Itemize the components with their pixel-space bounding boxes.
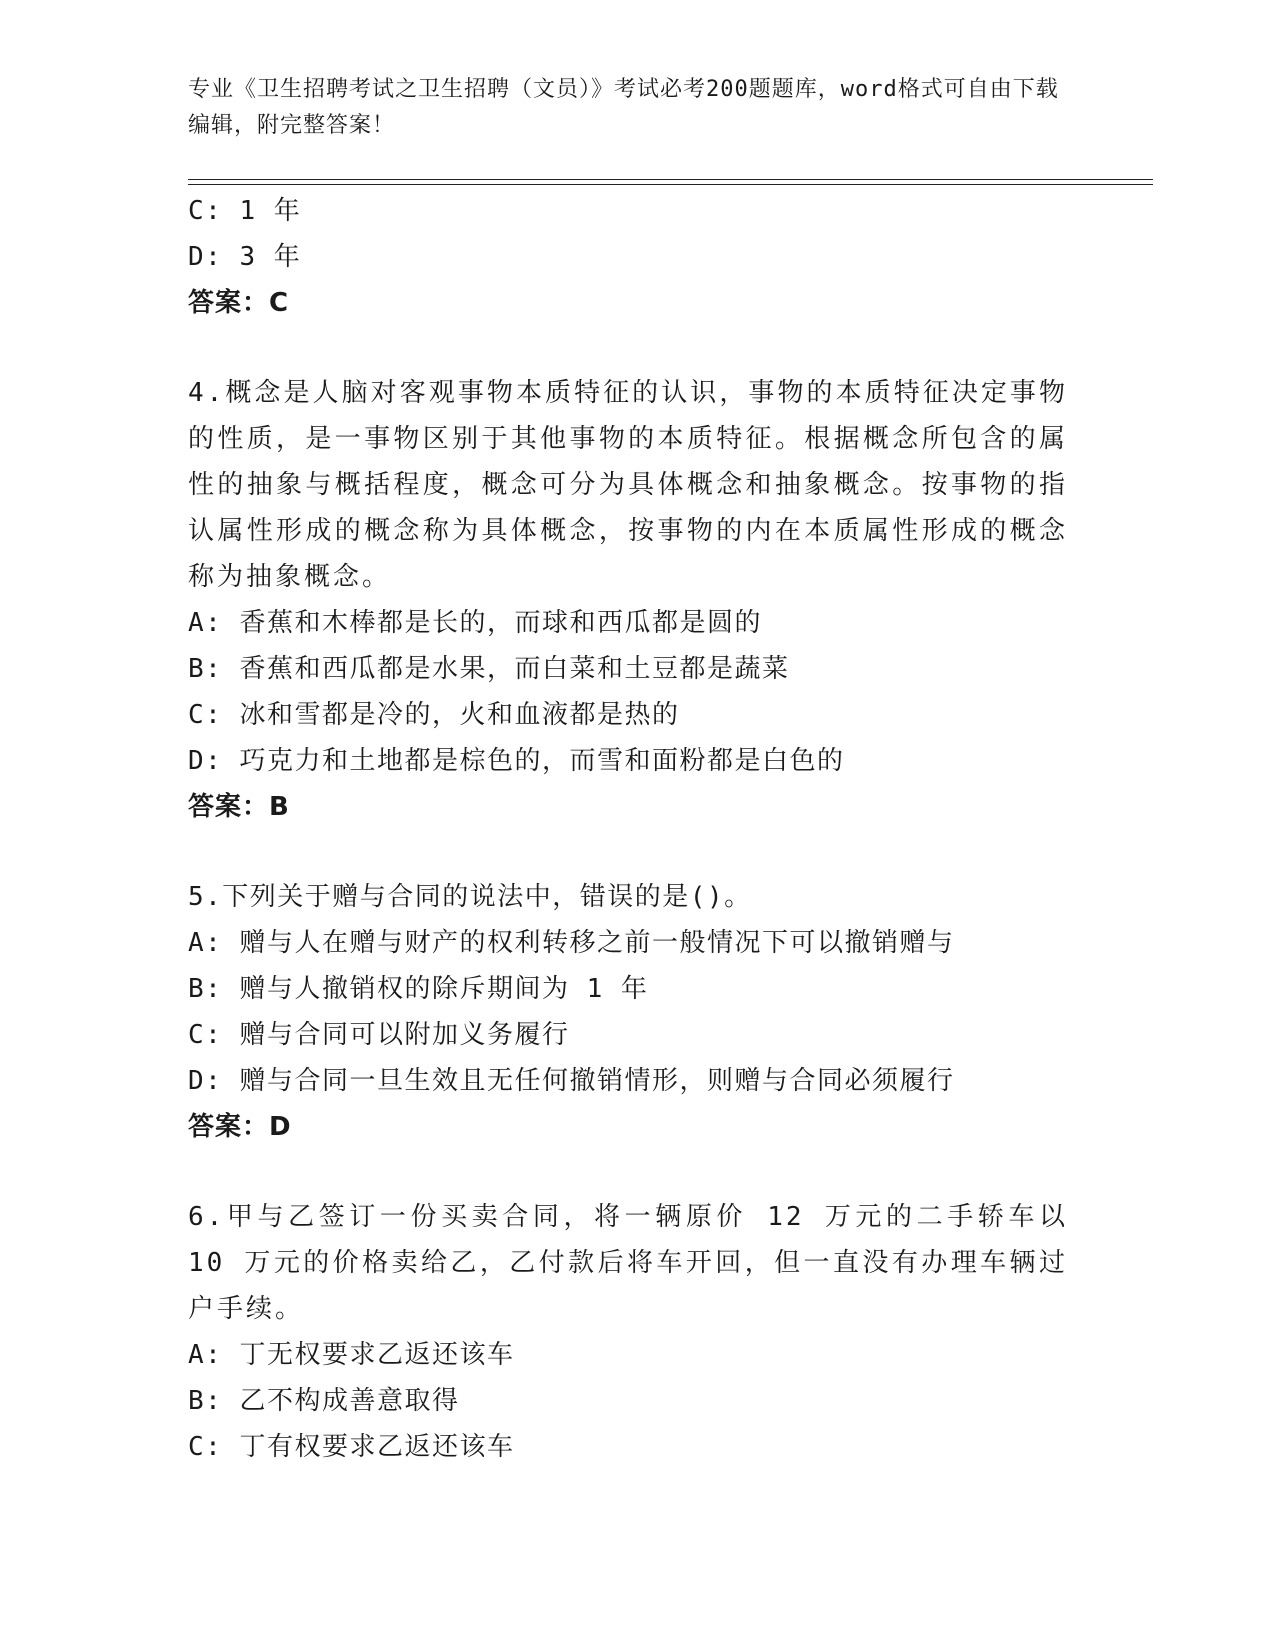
option-c: C: 丁有权要求乙返还该车	[188, 1432, 515, 1462]
option-d: D: 3 年	[188, 242, 302, 272]
option-d: D: 赠与合同一旦生效且无任何撤销情形，则赠与合同必须履行	[188, 1066, 955, 1096]
answer: 答案：C	[188, 288, 290, 318]
option-a: A: 赠与人在赠与财产的权利转移之前一般情况下可以撤销赠与	[188, 928, 955, 958]
option-b: B: 香蕉和西瓜都是水果，而白菜和土豆都是蔬菜	[188, 654, 790, 684]
option-b: B: 乙不构成善意取得	[188, 1386, 460, 1416]
option-d: D: 巧克力和土地都是棕色的，而雪和面粉都是白色的	[188, 746, 845, 776]
question-stem: 4.概念是人脑对客观事物本质特征的认识，事物的本质特征决定事物的性质，是一事物区别于其他事物的本质特征。根据概念所包含的属性的抽象与概括程度，概念可分为具体概念和抽象概念。按事物的指认属性形成的概念称为具体概念，按事物的内在本质属性形成的概念称为抽象概念。	[188, 378, 1068, 592]
option-a: A: 香蕉和木棒都是长的，而球和西瓜都是圆的	[188, 608, 762, 638]
option-c: C: 赠与合同可以附加义务履行	[188, 1020, 570, 1050]
question-stem: 6.甲与乙签订一份买卖合同，将一辆原价 12 万元的二手轿车以 10 万元的价格卖给乙，乙付款后将车开回，但一直没有办理车辆过户手续。	[188, 1202, 1068, 1324]
header-divider-top	[188, 179, 1153, 180]
answer: 答案：B	[188, 792, 290, 822]
question-4	[188, 370, 1068, 830]
question-list	[188, 188, 1068, 1470]
option-c: C: 1 年	[188, 196, 302, 226]
option-b: B: 赠与人撤销权的除斥期间为 1 年	[188, 974, 649, 1004]
option-c: C: 冰和雪都是冷的，火和血液都是热的	[188, 700, 680, 730]
option-a: A: 丁无权要求乙返还该车	[188, 1340, 515, 1370]
question-6	[188, 1194, 1068, 1470]
question-5	[188, 874, 1068, 1150]
page-header: 专业《卫生招聘考试之卫生招聘（文员）》考试必考200题题库，word格式可自由下载编辑，附完整答案！	[188, 77, 1059, 138]
question-stem: 5.下列关于赠与合同的说法中，错误的是()。	[188, 882, 752, 912]
answer: 答案：D	[188, 1112, 292, 1142]
question-3-tail	[188, 188, 1068, 326]
header-divider-bottom	[188, 184, 1153, 185]
